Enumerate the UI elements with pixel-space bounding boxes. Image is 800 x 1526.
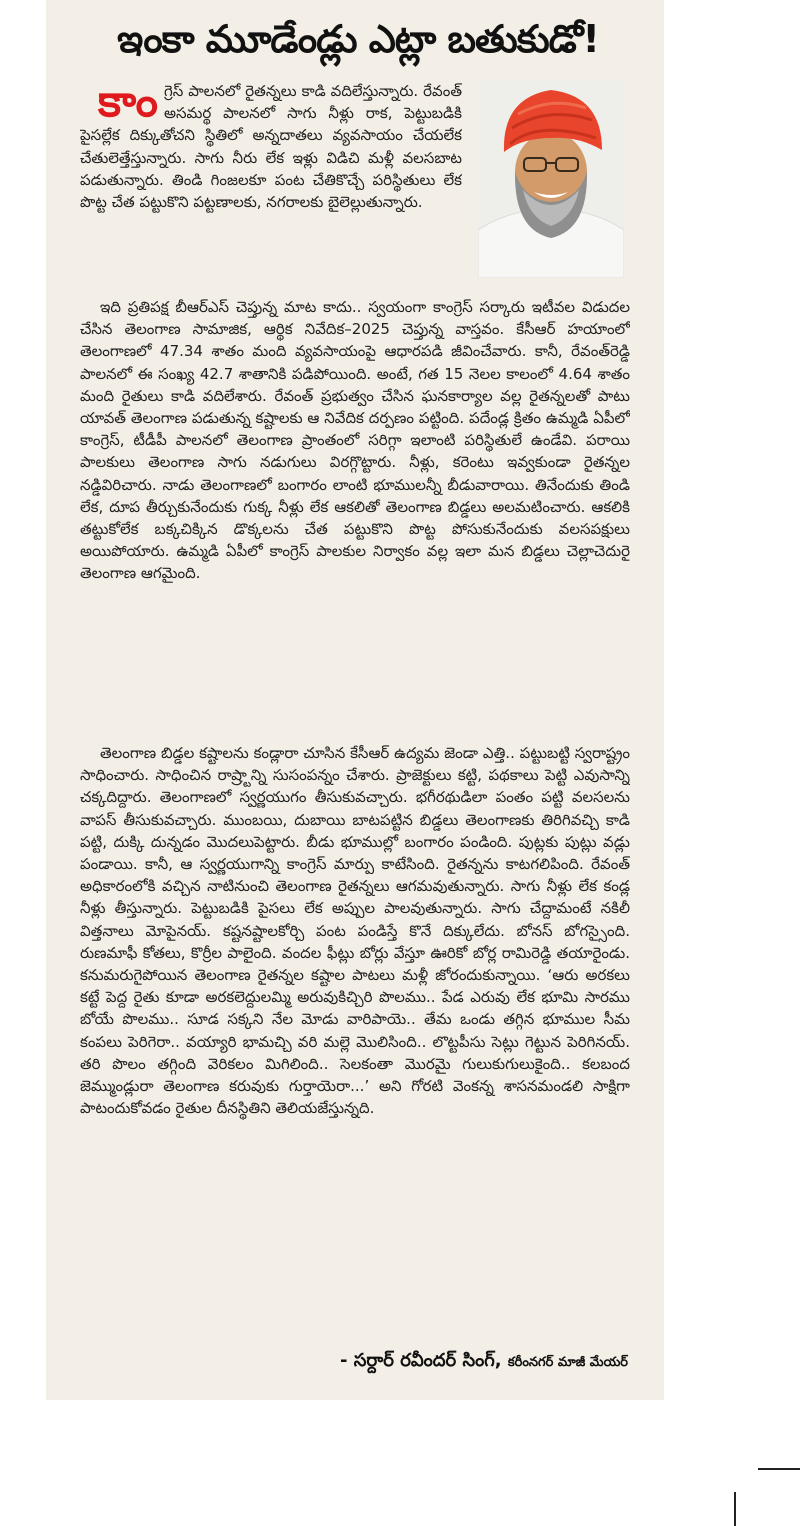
- author-photo: [478, 80, 624, 278]
- article-paragraph-3: తెలంగాణ బిడ్డల కష్టాలను కండ్లారా చూసిన కేసీఆర్ ఉద్యమ జెండా ఎత్తి.. పట్టుబట్టి స్వరాష్ట్రం సాధించారు. సాధించిన రాష్ర్టాన్ని సుసంపన్నం చేశారు. ప్రాజెక్టులు కట్టి, పథకాలు పెట్టి ఎవుసాన్ని చక్కదిద్దారు. తెలంగాణలో స్వర్ణయుగం తీసుకువచ్చారు. భగీరథుడిలా పంతం పట్టి వలసలను వాపస్ తీసుకువచ్చారు. ముంబయి, దుబాయి బాటపట్టిన బిడ్డలు తెలంగాణకు తిరిగివచ్చి కాడి పట్టి, దుక్కి దున్నడం మొదలుపెట్టారు. బీడు భూముల్లో బంగారం పండింది. పుట్లకు పుట్లు వడ్లు పండాయి. కానీ, ఆ స్వర్ణయుగాన్ని కాంగ్రెస్ మార్పు కాటేసింది. రైతన్నను కాటగలిపింది. రేవంత్ అధికారంలోకి వచ్చిన నాటినుంచి తెలంగాణ రైతన్నలు ఆగమవుతున్నారు. సాగు నీళ్లు లేక కండ్ల నీళ్లు తీస్తున్నారు. పెట్టుబడికి పైసలు లేక అప్పుల పాలవుతున్నారు. సాగు చేద్దామంటే నకిలీ విత్తనాలు మోపైనయ్. కష్టనష్టాలకోర్చి పంట పండిస్తే కొనే దిక్కులేదు. బోనస్ బోగస్సైంది. రుణమాఫీ కోతలు, కొర్రీల పాలైంది. వందల ఫీట్లు బోర్లు వేస్తూ ఊరికో బోర్ల రామిరెడ్డి తయారైండు. కనుమరుగైపోయిన తెలంగాణ రైతన్నల కష్టాల పాటలు మళ్లీ జోరందుకున్నాయి. ‘ఆరు అరకలు కట్టే పెద్ద రైతు కూడా అరకలెద్దులమ్మి అరువుకిచ్చిరి పొలము.. పేడ ఎరువు లేక భూమి సారము బోయే పొలము.. సూడ సక్కని నేల మోడు వారిపాయె.. తేమ ఒండు తగ్గిన భూముల సీమ కంపలు పెరిగెరా.. వయ్యారి భామచ్చి వరి మల్లె మొలిసింది.. లొట్టపీసు సెట్లు గెట్టున పెరిగినయ్. తరి పొలం తగ్గింది వెరికలం మిగిలింది.. సెలకంతా మొరమై గులుకుగులుకైంది.. కలబంద జెమ్ముండ్లురా తెలంగాణ కరువుకు గుర్తాయెరా...’ అని గోరటి వెంకన్న శాసనమండలి సాక్షిగా పాటందుకోవడం రైతుల దీనస్థితిని తెలియజేస్తున్నది.: [80, 744, 630, 1118]
- edge-tick-line: [734, 1492, 736, 1526]
- headline: ఇంకా మూడేండ్లు ఎట్లా బతుకుడో!: [117, 17, 599, 61]
- author-name: - సర్దార్ రవీందర్ సింగ్,: [340, 1350, 502, 1371]
- edge-rule-line: [758, 1468, 800, 1470]
- author-role: కరీంనగర్ మాజీ మేయర్: [507, 1355, 628, 1370]
- paragraph-1-text: గ్రెస్ పాలనలో రైతన్నలు కాడి వదిలేస్తున్నారు. రేవంత్ అసమర్థ పాలనలో సాగు నీళ్లు రాక, పెట్టుబడికి పైసల్లేక దిక్కుతోచని స్థితిలో అన్నదాతలు వ్యవసాయం చేయలేక చేతులెత్తేస్తున్నారు. సాగు నీరు లేక ఇళ్లు విడిచి మళ్లీ వలసబాట పడుతున్నారు. తిండి గింజలకూ పంట చేతికొచ్చే పరిస్థితులు లేక పొట్ట చేత పట్టుకొని పట్టణాలకు, నగరాలకు బైలెల్లుతున్నారు.: [80, 82, 462, 212]
- byline: [340, 1350, 628, 1375]
- article-paragraph-1: [80, 80, 462, 272]
- article-paragraph-2: ఇది ప్రతిపక్ష బీఆర్ఎస్ చెప్తున్న మాట కాదు.. స్వయంగా కాంగ్రెస్ సర్కారు ఇటీవల విడుదల చేసిన తెలంగాణ సామాజిక, ఆర్థిక నివేదిక–2025 చెప్తున్న వాస్తవం. కేసీఆర్ హయాంలో తెలంగాణలో 47.34 శాతం మంది వ్యవసాయంపై ఆధారపడి జీవించేవారు. కానీ, రేవంత్‌రెడ్డి పాలనలో ఈ సంఖ్య 42.7 శాతానికి పడిపోయింది. అంటే, గత 15 నెలల కాలంలో 4.64 శాతం మంది రైతులు కాడి వదిలేశారు. రేవంత్ ప్రభుత్వం చేసిన ఘనకార్యాల వల్ల రైతన్నలతో పాటు యావత్ తెలంగాణ పడుతున్న కష్టాలకు ఆ నివేదిక దర్పణం పట్టింది. పదేండ్ల క్రితం ఉమ్మడి ఏపీలో కాంగ్రెస్, టీడీపీ పాలనలో తెలంగాణ ప్రాంతంలో సరిగ్గా ఇలాంటి పరిస్థితులే ఉండేవి. పరాయి పాలకులు తెలంగాణ సాగు నడుగులు విరగ్గొట్టారు. నీళ్లు, కరెంటు ఇవ్వకుండా రైతన్నల నడ్డివిరిచారు. నాడు తెలంగాణలో బంగారం లాంటి భూములన్నీ బీడువారాయి. తినేందుకు తిండి లేక, దూప తీర్చుకునేందుకు గుక్క నీళ్లు లేక ఆకలితో తెలంగాణ బిడ్డలు అలమటించారు. ఆకలికి తట్టుకోలేక బక్కచిక్కిన డొక్కలను చేత పట్టుకొని పొట్ట పోసుకునేందుకు వలసపక్షులు అయిపోయారు. ఉమ్మడి ఏపీలో కాంగ్రెస్ పాలకుల నిర్వాకం వల్ల ఇలా మన బిడ్డలు చెల్లాచెదురై తెలంగాణ ఆగమైంది.: [80, 298, 630, 583]
- dropcap: కాం: [98, 80, 158, 127]
- portrait-turban-man-icon: [478, 80, 624, 278]
